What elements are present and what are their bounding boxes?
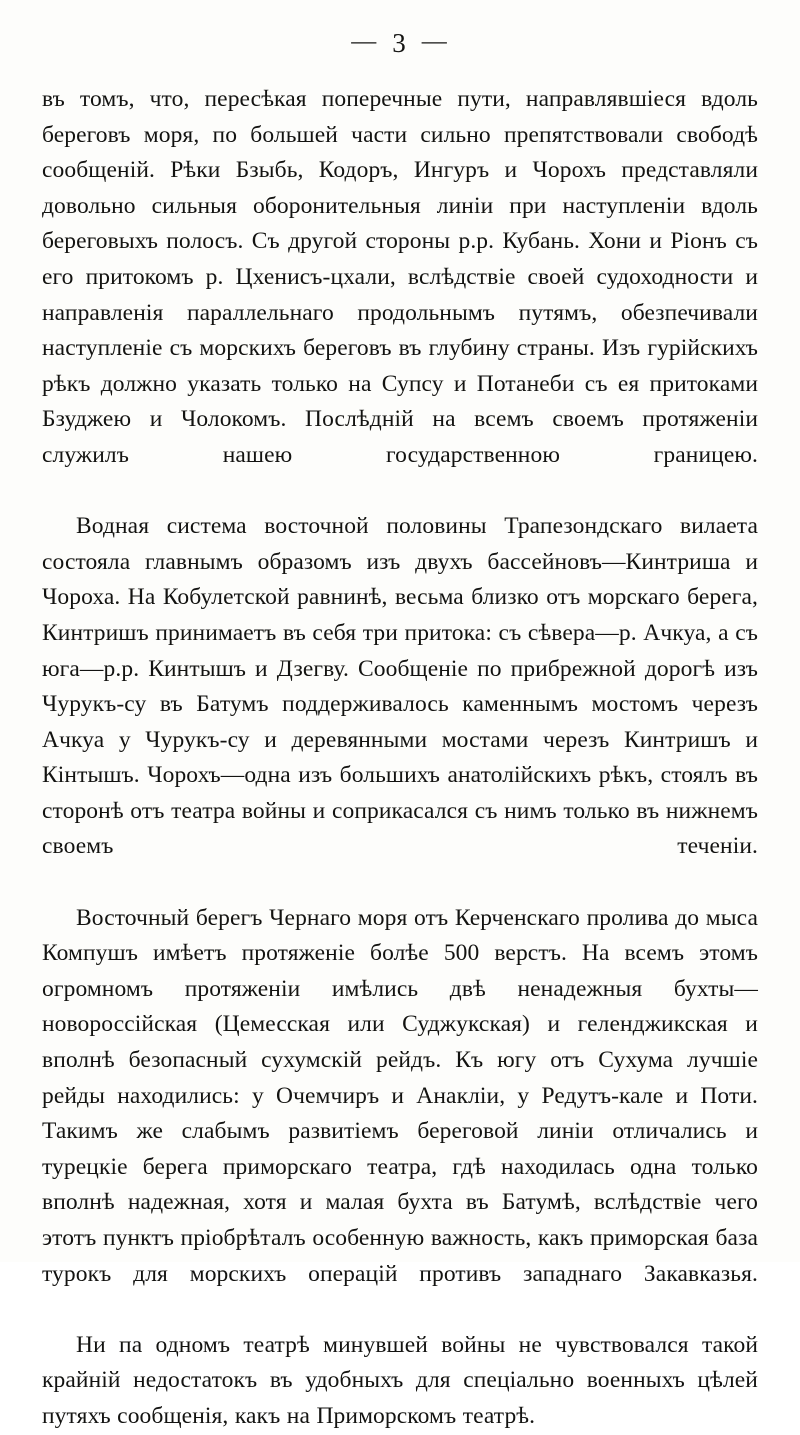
paragraph-2: Водная система восточной половины Трапезондскаго вилаета состояла главнымъ образомъ изъ двухъ бассейновъ—Кинтриша и Чороха. На Кобулетской равнинѣ, весьма близко отъ морскаго берега, Кинтришъ принимаетъ въ себя три притока: съ сѣвера—р. Ачкуа, а съ юга—р.р. Кинтышъ и Дзегву. Сообщеніе по прибрежной дорогѣ изъ Чурукъ-су въ Батумъ поддерживалось каменнымъ мостомъ черезъ Ачкуа у Чурукъ-су и деревянными мостами черезъ Кинтришъ и Кінтышъ. Чорохъ—одна изъ большихъ анатолійскихъ рѣкъ, стоялъ въ сторонѣ отъ театра войны и соприкасался съ нимъ только въ нижнемъ своемъ теченіи. [42, 513, 758, 860]
paragraph-4: Ни па одномъ театрѣ минувшей войны не чувствовался такой крайній недостатокъ въ удобныхъ для спеціально военныхъ цѣлей путяхъ сообщенія, какъ на Приморскомъ театрѣ. [42, 1331, 758, 1429]
folio-dash-right: — [421, 28, 449, 55]
folio-number [337, 28, 463, 59]
paragraph-1: въ томъ, что, пересѣкая поперечные пути, направлявшіеся вдоль береговъ моря, по большей части сильно препятствовали свободѣ сообщеній. Рѣки Бзыбь, Кодоръ, Ингуръ и Чорохъ представляли довольно сильныя оборонительныя линіи при наступленіи вдоль береговыхъ полосъ. Съ другой стороны р.р. Кубань. Хони и Ріонъ съ его притокомъ р. Цхенисъ-цхали, вслѣдствіе своей судоходности и направленія параллельнаго продольнымъ путямъ, обезпечивали наступленіе съ морскихъ береговъ въ глубину страны. Изъ гурійскихъ рѣкъ должно указать только на Супсу и Потанеби съ ея притоками Бзуджею и Чолокомъ. Послѣдній на всемъ своемъ протяженіи служилъ нашею государственною границею. [42, 86, 758, 468]
page-number: 3 [392, 28, 408, 58]
page-header [0, 28, 800, 59]
paragraph-3: Восточный берегъ Чернаго моря отъ Керченскаго пролива до мыса Компушъ имѣетъ протяженіе болѣе 500 верстъ. На всемъ этомъ огромномъ протяженіи имѣлись двѣ ненадежныя бухты—новороссійская (Цемесская или Суджукская) и геленджикская и вполнѣ безопасный сухумскій рейдъ. Къ югу отъ Сухума лучшіе рейды находились: у Очемчиръ и Анакліи, у Редутъ-кале и Поти. Такимъ же слабымъ развитіемъ береговой линіи отличались и турецкіе берега приморскаго театра, гдѣ находилась одна только вполнѣ надежная, хотя и малая бухта въ Батумѣ, вслѣдствіе чего этотъ пунктъ пріобрѣталъ особенную важность, какъ приморская база турокъ для морскихъ операцій противъ западнаго Закавказья. [42, 904, 758, 1287]
body-text [42, 82, 758, 1435]
folio-dash-left: — [351, 28, 379, 55]
